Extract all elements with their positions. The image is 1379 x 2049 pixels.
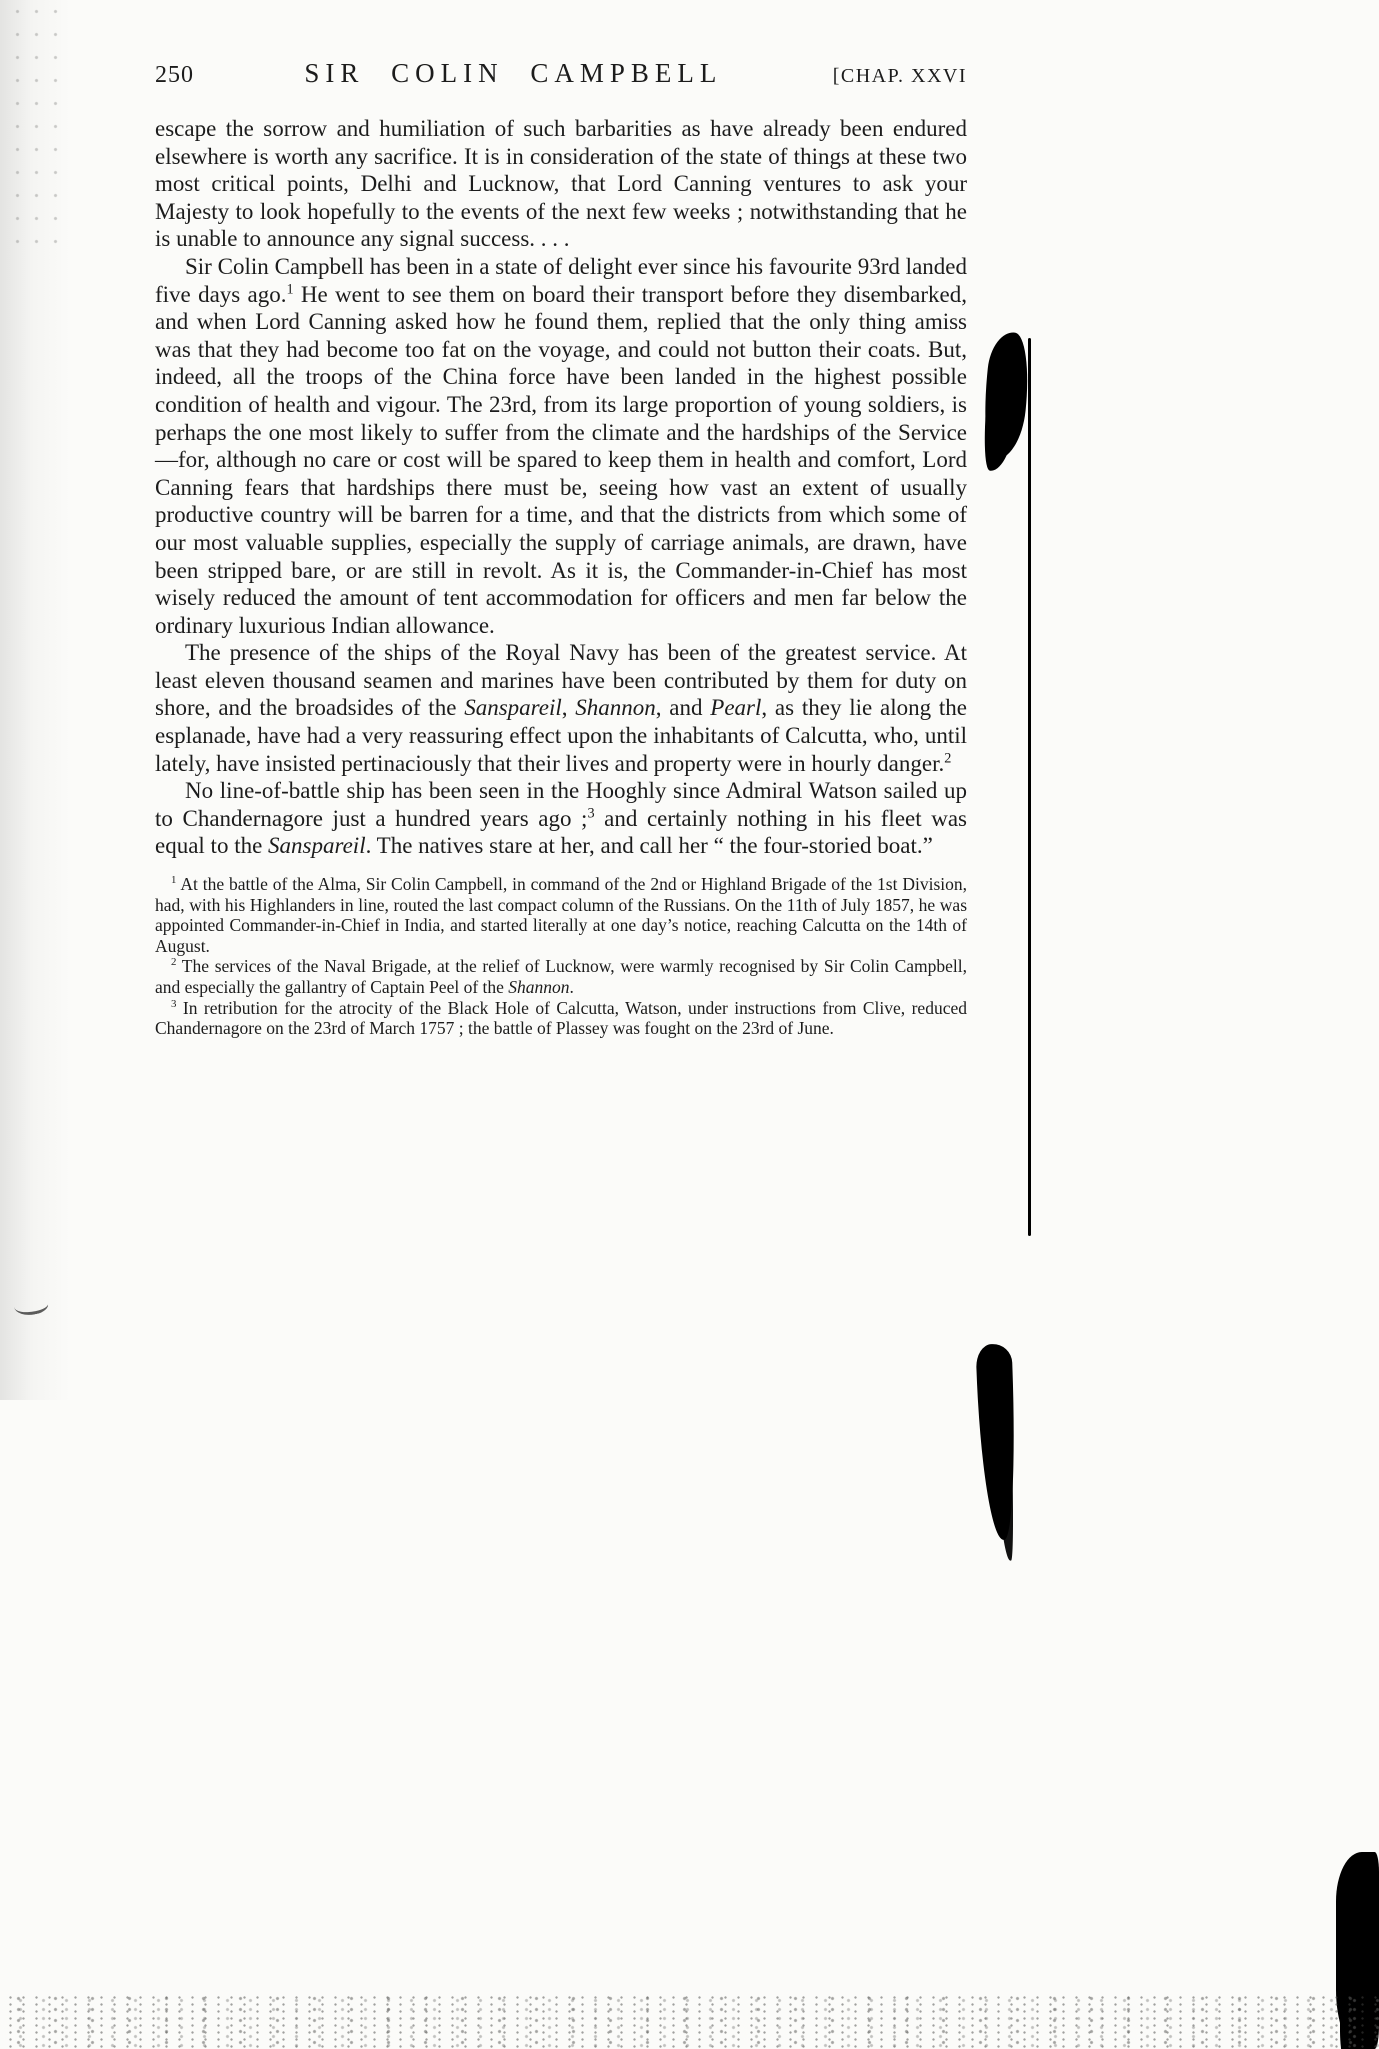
- paragraph: [155, 777, 967, 860]
- text-run: He went to see them on board their transport before they disembarked, and when Lord Canning asked how he found them, replied that the only thing amiss was that they had become too fat on the voyage, and could not button their coats. But, indeed, all the troops of the China force have been landed in the highest possible condition of health and vigour. The 23rd, from its large proportion of young soldiers, is perhaps the one most likely to suffer from the climate and the hardships of the Service—for, although no care or cost will be spared to keep them in health and comfort, Lord Canning fears that hardships there must be, seeing how vast an extent of usually productive country will be barren for a time, and that the districts from which some of our most valuable supplies, especially the supply of carriage animals, are drawn, have been stripped bare, or are still in revolt. As it is, the Commander-in-Chief has most wisely reduced the amount of tent accommodation for officers and men far below the ordinary luxurious Indian allowance.: [155, 281, 967, 638]
- footnote: [155, 998, 967, 1039]
- text-run: The presence of the ships of the Royal Navy has been of the greatest service. At least eleven thousand seamen and marines have been contributed by them for duty on shore, and the broadsides of the: [155, 640, 967, 721]
- italic-text: Pearl: [710, 695, 762, 721]
- scan-noise-left: [8, 0, 60, 260]
- text-run: . The natives stare at her, and call her “ the four-storied boat.”: [365, 833, 933, 859]
- footnote-marker: 2: [171, 956, 177, 969]
- scan-noise-bottom: [0, 1996, 1379, 2049]
- ink-blob-artifact-bottom-corner: [1336, 1852, 1379, 2049]
- footnote-marker: 2: [944, 750, 952, 766]
- footnote-marker: 3: [171, 997, 177, 1010]
- ink-blob-artifact-top: [978, 330, 1033, 462]
- text-run: .: [569, 977, 574, 997]
- text-run: and certainly nothing in his fleet was equal to the: [155, 805, 967, 859]
- scan-edge-shading: [0, 0, 70, 1400]
- paragraph: [155, 639, 967, 777]
- running-title: SIR COLIN CAMPBELL: [304, 58, 723, 88]
- paragraph: [155, 115, 967, 253]
- footnote-marker: 1: [171, 874, 177, 887]
- scan-line-artifact: [1028, 338, 1031, 1236]
- text-run: escape the sorrow and humiliation of such barbarities as have already been endured elsewhere is worth any sacrifice. It is in consideration of the state of things at these two most critical points, Delhi and Lucknow, that Lord Canning ventures to ask your Majesty to look hopefully to the events of the next few weeks ; notwithstanding that he is unable to announce any signal success. . . .: [155, 116, 967, 252]
- text-run: ,: [561, 695, 576, 721]
- italic-text: Sanspareil: [268, 833, 366, 859]
- footnote-marker: 1: [286, 280, 294, 297]
- text-run: The services of the Naval Brigade, at the relief of Lucknow, were warmly recognised by Sir Colin Campbell, and especially the gallantry of Captain Peel of the: [155, 956, 967, 997]
- chapter-reference: [CHAP. XXVI: [832, 65, 967, 87]
- italic-text: Sanspareil: [464, 695, 562, 721]
- text-run: , and: [655, 695, 711, 721]
- paragraph: [155, 253, 967, 639]
- text-block: [155, 58, 967, 1039]
- text-run: At the battle of the Alma, Sir Colin Campbell, in command of the 2nd or Highland Brigade of the 1st Division, had, with his Highlanders in line, routed the last compact column of the Russians. On the 11th of July 1857, he was appointed Commander-in-Chief in India, and started literally at one day’s notice, reaching Calcutta on the 14th of August.: [155, 874, 967, 956]
- page-number: 250: [155, 62, 194, 88]
- footnote: [155, 874, 967, 956]
- body-paragraphs: [155, 115, 967, 860]
- italic-text: Shannon: [575, 695, 656, 721]
- footnotes: [155, 874, 967, 1039]
- footnote: [155, 956, 967, 997]
- page-header: [155, 58, 967, 89]
- pen-mark-artifact: [12, 1293, 49, 1319]
- italic-text: Shannon: [508, 977, 570, 997]
- text-run: No line-of-battle ship has been seen in the Hooghly since Admiral Watson sailed up to Chandernagore just a hundred years ago ;: [155, 778, 967, 831]
- text-run: Sir Colin Campbell has been in a state of delight ever since his favourite 93rd landed five days ago.: [155, 253, 967, 307]
- text-run: , as they lie along the esplanade, have had a very reassuring effect upon the inhabitants of Calcutta, who, until lately, have insisted pertinaciously that their lives and property were in hourly danger.: [155, 695, 967, 776]
- text-run: In retribution for the atrocity of the Black Hole of Calcutta, Watson, under instructions from Clive, reduced Chandernagore on the 23rd of March 1757 ; the battle of Plassey was fought on the 23rd of June.: [155, 997, 967, 1039]
- ink-blob-artifact-middle: [976, 1343, 1019, 1540]
- footnote-marker: 3: [587, 805, 595, 822]
